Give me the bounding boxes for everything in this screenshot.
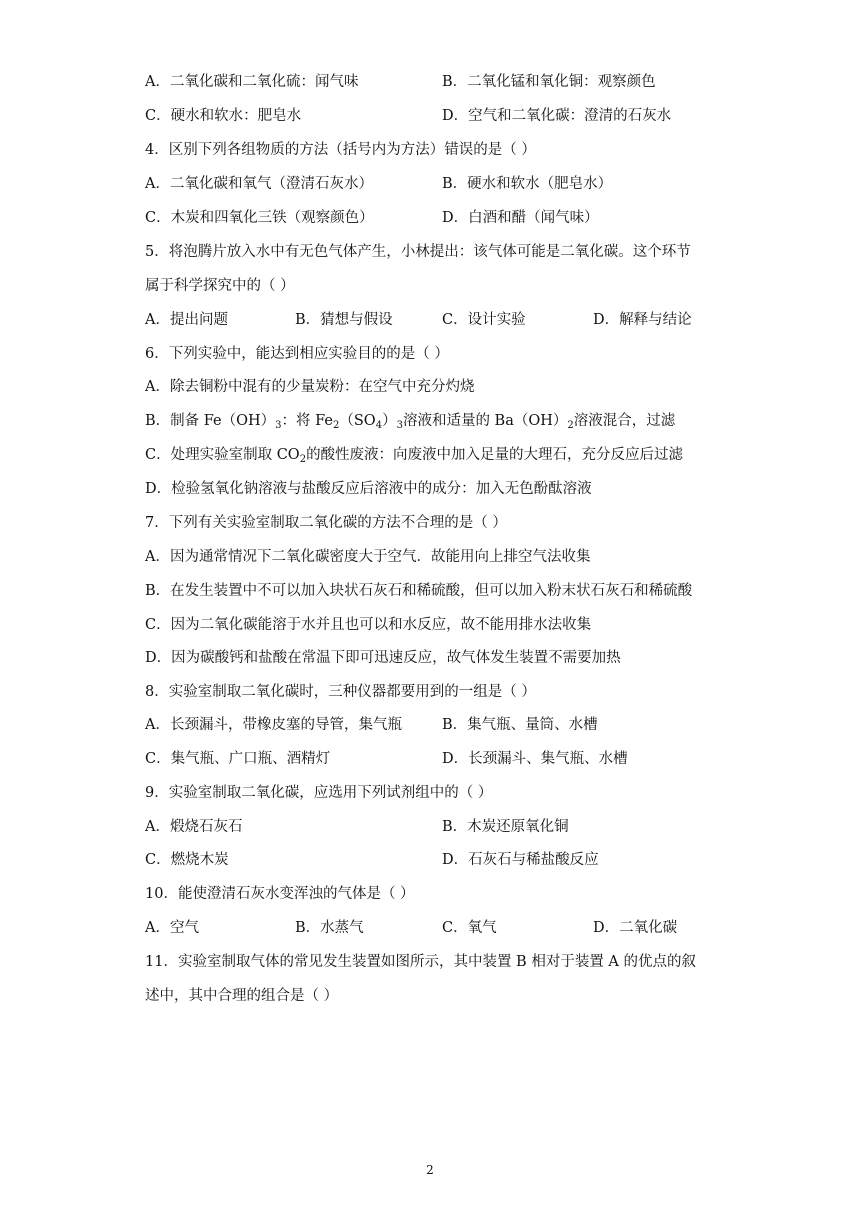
q8-option-c: C．集气瓶、广口瓶、酒精灯 (145, 751, 331, 767)
q10-option-b: B．水蒸气 (295, 920, 364, 936)
q6-option-a: A．除去铜粉中混有的少量炭粉：在空气中充分灼烧 (145, 379, 475, 395)
q7-option-d: D．因为碳酸钙和盐酸在常温下即可迅速反应，故气体发生装置不需要加热 (145, 650, 621, 666)
q6-c-sub: 2 (299, 454, 307, 465)
q6-b-text2: ：将 Fe (281, 413, 333, 429)
q6-option-d: D．检验氢氧化钠溶液与盐酸反应后溶液中的成分：加入无色酚酞溶液 (145, 481, 592, 497)
q5-stem-line2: 属于科学探究中的（ ） (145, 278, 295, 294)
q8-stem: 8．实验室制取二氧化碳时，三种仪器都要用到的一组是（ ） (145, 684, 536, 700)
q6-b-text6: 溶液混合，过滤 (573, 413, 676, 429)
q10-option-a: A．空气 (145, 920, 199, 936)
q8-option-b: B．集气瓶、量筒、水槽 (442, 717, 598, 733)
q11-stem-line2: 述中，其中合理的组合是（ ） (145, 988, 339, 1004)
q4-option-d: D．白酒和醋（闻气味） (442, 210, 599, 226)
q6-b-text5: 溶液和适量的 Ba（OH） (402, 413, 568, 429)
q3-option-b: B．二氧化锰和氧化铜：观察颜色 (442, 74, 656, 90)
q6-b-sub1: 3 (275, 420, 282, 431)
q7-option-c: C．因为二氧化碳能溶于水并且也可以和水反应，故不能用排水法收集 (145, 617, 592, 633)
q9-option-a: A．煅烧石灰石 (145, 819, 243, 835)
q6-option-b (145, 411, 675, 431)
q10-option-c: C．氧气 (442, 920, 497, 936)
q9-stem: 9．实验室制取二氧化碳，应选用下列试剂组中的（ ） (145, 785, 493, 801)
q10-stem: 10．能使澄清石灰水变浑浊的气体是（ ） (145, 886, 415, 902)
q5-option-a: A．提出问题 (145, 312, 228, 328)
q6-b-sub4: 3 (396, 420, 403, 431)
q6-c-text2: 的酸性废液：向废液中加入足量的大理石，充分反应后过滤 (306, 447, 684, 463)
q6-b-sub5: 2 (567, 420, 574, 431)
q6-stem: 6．下列实验中，能达到相应实验目的的是（ ） (145, 346, 449, 362)
q3-option-a: A．二氧化碳和二氧化硫：闻气味 (145, 74, 359, 90)
q6-b-text1: B．制备 Fe（OH） (145, 413, 276, 429)
q6-option-c (145, 445, 683, 465)
q8-option-d: D．长颈漏斗、集气瓶、水槽 (442, 751, 628, 767)
page-number: 2 (426, 1163, 434, 1177)
q3-option-c: C．硬水和软水：肥皂水 (145, 108, 302, 124)
q9-option-c: C．燃烧木炭 (145, 852, 229, 868)
q4-option-c: C．木炭和四氧化三铁（观察颜色） (145, 210, 374, 226)
q7-option-b: B．在发生装置中不可以加入块状石灰石和稀硫酸，但可以加入粉末状石灰石和稀硫酸 (145, 583, 693, 599)
q5-stem-line1: 5．将泡腾片放入水中有无色气体产生，小林提出：该气体可能是二氧化碳。这个环节 (145, 244, 691, 260)
q10-option-d: D．二氧化碳 (593, 920, 678, 936)
q5-option-b: B．猜想与假设 (295, 312, 393, 328)
q6-b-text4: ） (382, 413, 397, 429)
q6-c-text1: C．处理实验室制取 CO (145, 447, 300, 463)
q8-option-a: A．长颈漏斗，带橡皮塞的导管，集气瓶 (145, 717, 402, 733)
q7-stem: 7．下列有关实验室制取二氧化碳的方法不合理的是（ ） (145, 515, 507, 531)
q4-option-a: A．二氧化碳和氧气（澄清石灰水） (145, 176, 373, 192)
q6-b-sub2: 2 (333, 420, 340, 431)
q6-b-text3: （SO (339, 413, 376, 429)
q11-stem-line1: 11．实验室制取气体的常见发生装置如图所示，其中装置 B 相对于装置 A 的优点的叙 (145, 954, 697, 970)
q9-option-d: D．石灰石与稀盐酸反应 (442, 852, 599, 868)
q6-b-sub3: 4 (375, 420, 383, 431)
q3-option-d: D．空气和二氧化碳：澄清的石灰水 (442, 108, 672, 124)
q4-option-b: B．硬水和软水（肥皂水） (442, 176, 613, 192)
q9-option-b: B．木炭还原氧化铜 (442, 819, 569, 835)
q5-option-d: D．解释与结论 (593, 312, 692, 328)
q7-option-a: A．因为通常情况下二氧化碳密度大于空气．故能用向上排空气法收集 (145, 549, 591, 565)
q4-stem: 4．区别下列各组物质的方法（括号内为方法）错误的是（ ） (145, 142, 536, 158)
q5-option-c: C．设计实验 (442, 312, 526, 328)
